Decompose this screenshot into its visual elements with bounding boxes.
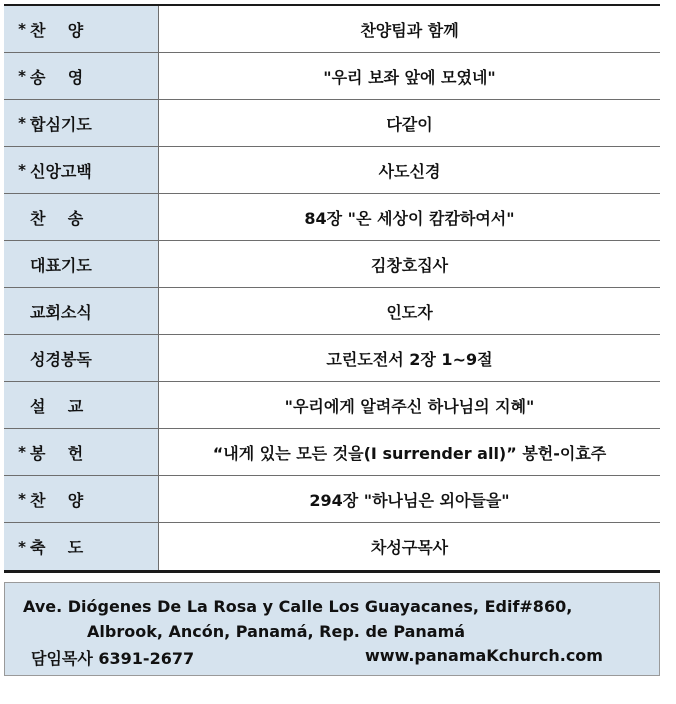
- service-item-value: 인도자: [386, 302, 433, 322]
- service-item-label: 신앙고백: [30, 161, 92, 181]
- service-label-cell: [4, 335, 159, 381]
- service-item-value: 찬양팀과 함께: [360, 20, 459, 40]
- service-item-value: "우리 보좌 앞에 모였네": [323, 67, 496, 87]
- service-label-cell: [4, 194, 159, 240]
- congregation-stand-mark: *: [18, 20, 26, 38]
- service-item-value: “내게 있는 모든 것을(I surrender all)” 봉헌-이효주: [212, 443, 607, 463]
- website-link[interactable]: www.panamaKchurch.com: [365, 646, 603, 665]
- service-label-cell: [4, 100, 159, 146]
- congregation-stand-mark: *: [18, 114, 26, 132]
- service-item-value: "우리에게 알려주신 하나님의 지혜": [284, 396, 535, 416]
- service-item-label: 교회소식: [30, 302, 92, 322]
- congregation-stand-mark: *: [18, 443, 26, 461]
- service-row: [4, 523, 660, 570]
- pastor-phone: 담임목사 6391-2677: [31, 649, 195, 668]
- address-line-2: Albrook, Ancón, Panamá, Rep. de Panamá: [87, 622, 466, 641]
- congregation-stand-mark: *: [18, 490, 26, 508]
- service-row: [4, 194, 660, 241]
- service-row: [4, 241, 660, 288]
- service-item-value: 차성구목사: [370, 538, 449, 557]
- order-of-service-table: [4, 4, 660, 573]
- service-label-cell: [4, 241, 159, 287]
- service-row: [4, 147, 660, 194]
- congregation-stand-mark: *: [18, 161, 26, 179]
- service-label-cell: [4, 382, 159, 428]
- service-row: [4, 476, 660, 523]
- address-line-1: Ave. Diógenes De La Rosa y Calle Los Guayacanes, Edif#860,: [23, 597, 573, 616]
- service-label-cell: [4, 523, 159, 570]
- service-row: [4, 335, 660, 382]
- service-item-value: 84장 "온 세상이 캄캄하여서": [304, 208, 515, 228]
- service-item-label: 성경봉독: [30, 349, 92, 369]
- service-label-cell: [4, 53, 159, 99]
- service-row: [4, 429, 660, 476]
- service-item-label: 찬 양: [30, 20, 84, 40]
- service-item-label: 찬 송: [30, 208, 84, 228]
- service-item-label: 합심기도: [30, 114, 92, 134]
- service-label-cell: [4, 6, 159, 52]
- service-item-label: 대표기도: [30, 255, 92, 275]
- congregation-stand-mark: *: [18, 67, 26, 85]
- service-label-cell: [4, 429, 159, 475]
- church-info-footer: [4, 582, 660, 676]
- service-item-label: 설 교: [30, 396, 84, 416]
- service-row: [4, 288, 660, 335]
- service-item-label: 봉 헌: [30, 443, 84, 463]
- service-item-value: 고린도전서 2장 1~9절: [326, 349, 493, 369]
- service-item-label: 찬 양: [30, 490, 84, 510]
- service-label-cell: [4, 476, 159, 522]
- service-item-value: 사도신경: [378, 161, 441, 181]
- service-row: [4, 382, 660, 429]
- congregation-stand-mark: *: [18, 537, 26, 556]
- service-item-label: 축 도: [30, 538, 84, 557]
- service-item-value: 다같이: [386, 114, 433, 134]
- service-row: [4, 100, 660, 147]
- service-item-value: 김창호집사: [370, 255, 449, 275]
- service-label-cell: [4, 147, 159, 193]
- service-row: [4, 6, 660, 53]
- service-row: [4, 53, 660, 100]
- service-label-cell: [4, 288, 159, 334]
- service-item-label: 송 영: [30, 67, 84, 87]
- service-item-value: 294장 "하나님은 외아들을": [309, 490, 510, 510]
